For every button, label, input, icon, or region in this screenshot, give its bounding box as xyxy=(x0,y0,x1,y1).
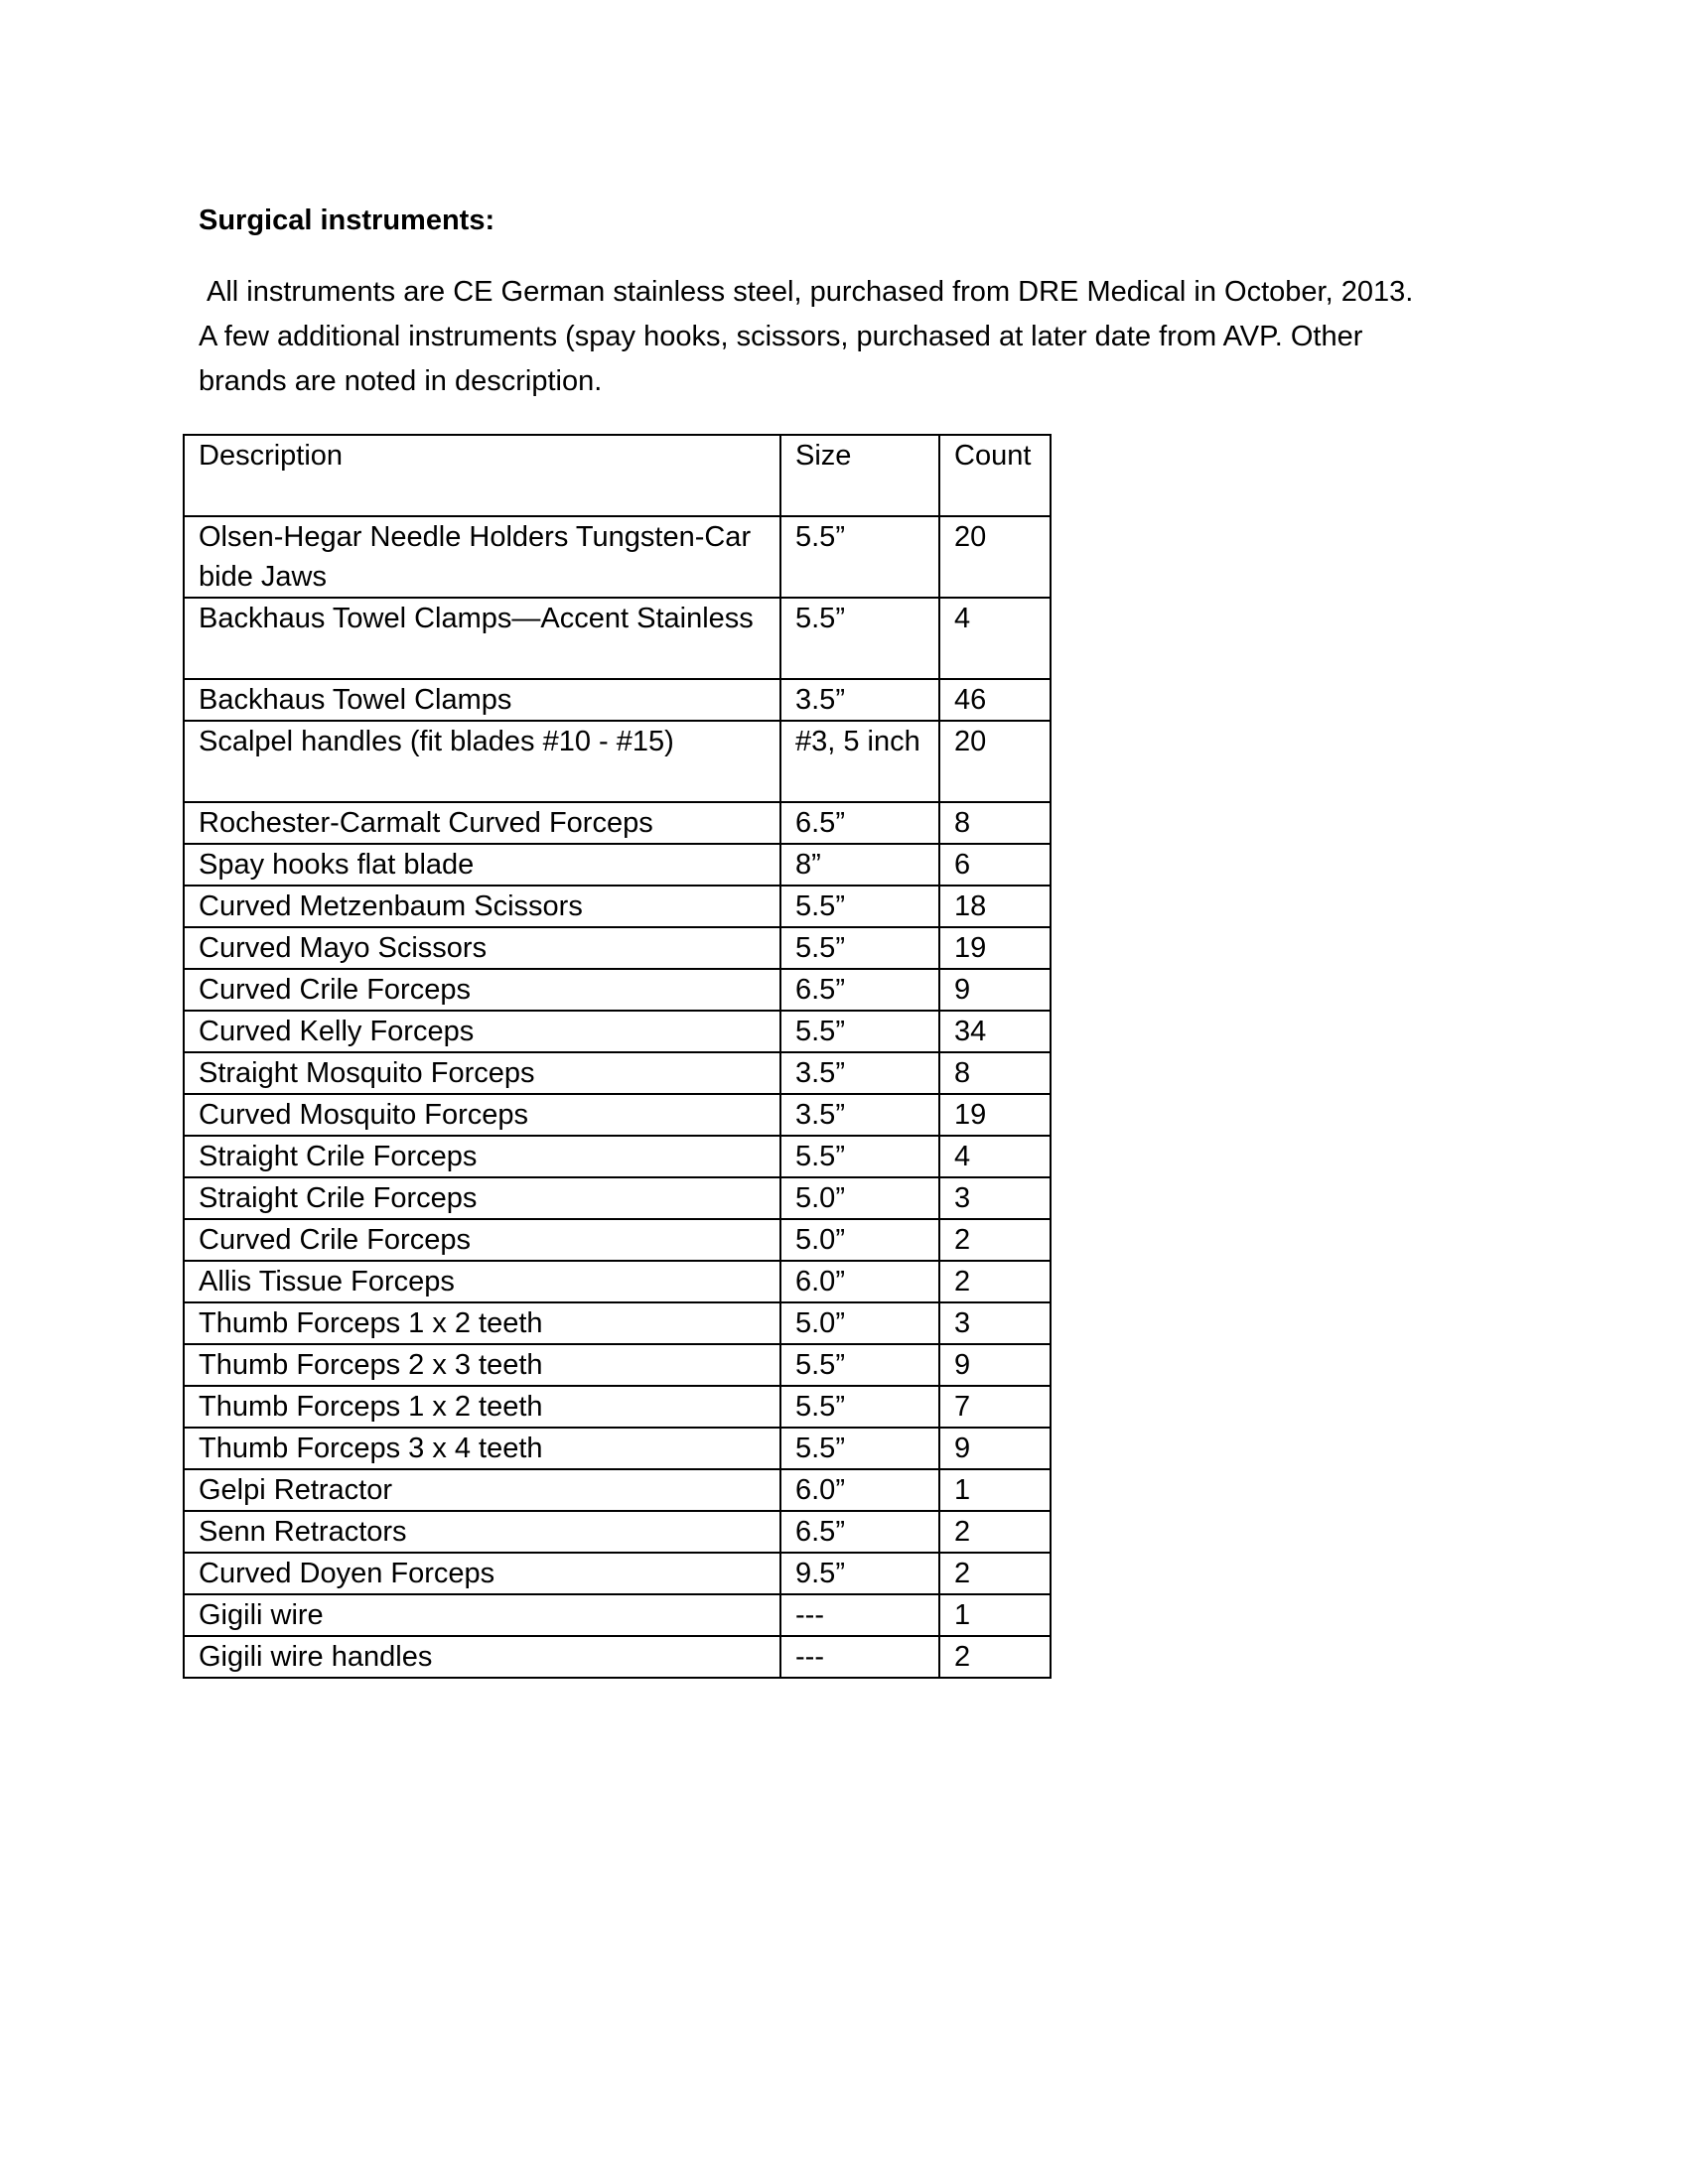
cell-count: 20 xyxy=(939,721,1051,802)
intro-line: A few additional instruments (spay hooks, scissors, purchased at later date from AVP. Other xyxy=(199,321,1363,352)
table-row xyxy=(184,886,1051,927)
cell-count: 2 xyxy=(939,1636,1051,1678)
cell-size: 8” xyxy=(780,844,939,886)
cell-count: 7 xyxy=(939,1386,1051,1428)
cell-size: 5.0” xyxy=(780,1177,939,1219)
header-size: Size xyxy=(780,435,939,516)
table-row xyxy=(184,1094,1051,1136)
cell-description: Gelpi Retractor xyxy=(184,1469,780,1511)
cell-size: 9.5” xyxy=(780,1553,939,1594)
cell-description: Olsen-Hegar Needle Holders Tungsten-Carbide Jaws xyxy=(184,516,780,598)
table-row xyxy=(184,1261,1051,1302)
cell-description: Gigili wire xyxy=(184,1594,780,1636)
cell-description: Backhaus Towel Clamps—Accent Stainless xyxy=(184,598,780,679)
cell-size: 3.5” xyxy=(780,679,939,721)
cell-size: 6.5” xyxy=(780,969,939,1011)
table-row xyxy=(184,969,1051,1011)
cell-count: 2 xyxy=(939,1553,1051,1594)
cell-description: Rochester-Carmalt Curved Forceps xyxy=(184,802,780,844)
cell-description: Thumb Forceps 3 x 4 teeth xyxy=(184,1428,780,1469)
intro-line: brands are noted in description. xyxy=(199,365,603,397)
table-row xyxy=(184,721,1051,802)
cell-size: 5.0” xyxy=(780,1219,939,1261)
table-row xyxy=(184,516,1051,598)
cell-description: Backhaus Towel Clamps xyxy=(184,679,780,721)
cell-count: 6 xyxy=(939,844,1051,886)
table-row xyxy=(184,1636,1051,1678)
table-row xyxy=(184,802,1051,844)
cell-count: 2 xyxy=(939,1511,1051,1553)
table-row xyxy=(184,1344,1051,1386)
table-row xyxy=(184,1011,1051,1052)
cell-size: 5.5” xyxy=(780,1386,939,1428)
table-row xyxy=(184,927,1051,969)
cell-size: 6.0” xyxy=(780,1469,939,1511)
table-row xyxy=(184,1594,1051,1636)
header-description: Description xyxy=(184,435,780,516)
cell-description: Curved Kelly Forceps xyxy=(184,1011,780,1052)
intro-line: All instruments are CE German stainless steel, purchased from DRE Medical in October, 2013. xyxy=(207,276,1414,308)
cell-count: 2 xyxy=(939,1261,1051,1302)
cell-count: 8 xyxy=(939,1052,1051,1094)
cell-description: Curved Crile Forceps xyxy=(184,969,780,1011)
cell-count: 9 xyxy=(939,1344,1051,1386)
cell-description: Curved Crile Forceps xyxy=(184,1219,780,1261)
cell-size: 5.0” xyxy=(780,1302,939,1344)
cell-count: 1 xyxy=(939,1594,1051,1636)
cell-count: 3 xyxy=(939,1177,1051,1219)
cell-description: Gigili wire handles xyxy=(184,1636,780,1678)
table-row xyxy=(184,1052,1051,1094)
cell-description: Curved Metzenbaum Scissors xyxy=(184,886,780,927)
cell-description: Curved Mosquito Forceps xyxy=(184,1094,780,1136)
table-row xyxy=(184,1511,1051,1553)
cell-count: 46 xyxy=(939,679,1051,721)
cell-count: 34 xyxy=(939,1011,1051,1052)
cell-size: 5.5” xyxy=(780,516,939,598)
cell-count: 9 xyxy=(939,969,1051,1011)
cell-count: 9 xyxy=(939,1428,1051,1469)
cell-count: 19 xyxy=(939,1094,1051,1136)
cell-count: 8 xyxy=(939,802,1051,844)
cell-count: 1 xyxy=(939,1469,1051,1511)
cell-description: Straight Crile Forceps xyxy=(184,1177,780,1219)
cell-size: 5.5” xyxy=(780,886,939,927)
cell-description: Scalpel handles (fit blades #10 - #15) xyxy=(184,721,780,802)
cell-size: 5.5” xyxy=(780,1344,939,1386)
table-row xyxy=(184,1469,1051,1511)
cell-size: 5.5” xyxy=(780,598,939,679)
cell-size: 3.5” xyxy=(780,1052,939,1094)
cell-size: 5.5” xyxy=(780,927,939,969)
table-row xyxy=(184,1386,1051,1428)
table-row xyxy=(184,1177,1051,1219)
header-count: Count xyxy=(939,435,1051,516)
cell-description: Thumb Forceps 1 x 2 teeth xyxy=(184,1386,780,1428)
cell-description: Spay hooks flat blade xyxy=(184,844,780,886)
cell-count: 20 xyxy=(939,516,1051,598)
cell-count: 2 xyxy=(939,1219,1051,1261)
cell-description: Senn Retractors xyxy=(184,1511,780,1553)
cell-size: 3.5” xyxy=(780,1094,939,1136)
cell-size: --- xyxy=(780,1594,939,1636)
table-row xyxy=(184,1219,1051,1261)
table-row xyxy=(184,844,1051,886)
intro-paragraph xyxy=(199,270,1489,404)
table-row xyxy=(184,598,1051,679)
cell-count: 4 xyxy=(939,598,1051,679)
cell-size: 6.5” xyxy=(780,802,939,844)
table-row xyxy=(184,1428,1051,1469)
cell-size: --- xyxy=(780,1636,939,1678)
cell-count: 19 xyxy=(939,927,1051,969)
cell-size: #3, 5 inch xyxy=(780,721,939,802)
cell-size: 5.5” xyxy=(780,1136,939,1177)
cell-size: 5.5” xyxy=(780,1011,939,1052)
cell-description: Straight Crile Forceps xyxy=(184,1136,780,1177)
document-title: Surgical instruments: xyxy=(199,205,495,236)
cell-description: Straight Mosquito Forceps xyxy=(184,1052,780,1094)
table-body xyxy=(184,516,1051,1678)
cell-count: 3 xyxy=(939,1302,1051,1344)
table-row xyxy=(184,1553,1051,1594)
cell-size: 5.5” xyxy=(780,1428,939,1469)
instrument-table xyxy=(183,434,1052,1679)
cell-description: Curved Mayo Scissors xyxy=(184,927,780,969)
table-row xyxy=(184,1136,1051,1177)
table-header-row xyxy=(184,435,1051,516)
cell-description: Thumb Forceps 2 x 3 teeth xyxy=(184,1344,780,1386)
cell-description: Allis Tissue Forceps xyxy=(184,1261,780,1302)
cell-description: Curved Doyen Forceps xyxy=(184,1553,780,1594)
cell-count: 18 xyxy=(939,886,1051,927)
cell-size: 6.5” xyxy=(780,1511,939,1553)
table-row xyxy=(184,679,1051,721)
table-row xyxy=(184,1302,1051,1344)
cell-count: 4 xyxy=(939,1136,1051,1177)
cell-size: 6.0” xyxy=(780,1261,939,1302)
cell-description: Thumb Forceps 1 x 2 teeth xyxy=(184,1302,780,1344)
